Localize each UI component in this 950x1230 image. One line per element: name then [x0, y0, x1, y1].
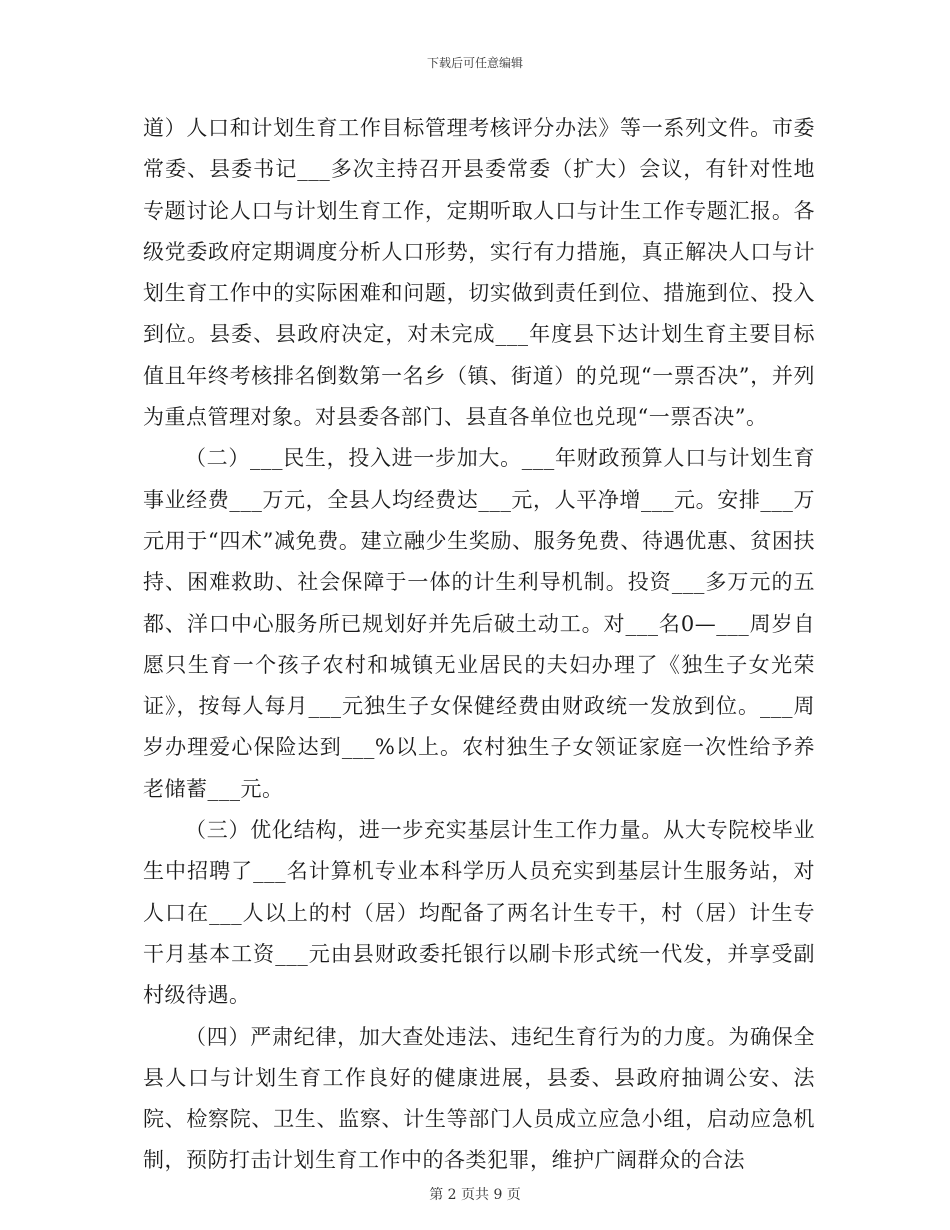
paragraph-section-2: （二）___民生，投入进一步加大。___年财政预算人口与计划生育事业经费___万元，全县人均经费达___元，人平净增___元。安排___万元用于“四术”减免费。建立融少生奖励、服务免费、待遇优惠、贫困扶持、困难救助、社会保障于一体的计生利导机制。投资___多万元的五都、洋口中心服务所已规划好并先后破土动工。对___名0—___周岁自愿只生育一个孩子农村和城镇无业居民的夫妇办理了《独生子女光荣证》，按每人每月___元独生子女保健经费由财政统一发放到位。___周岁办理爱心保险达到___%以上。农村独生子女领证家庭一次性给予养老储蓄___元。 — [143, 446, 815, 801]
page-header-note: 下载后可任意编辑 — [426, 56, 523, 70]
page-number: 第 2 页共 9 页 — [429, 1187, 521, 1203]
paragraph-continued: 道）人口和计划生育工作目标管理考核评分办法》等一系列文件。市委常委、县委书记___多次主持召开县委常委（扩大）会议，有针对性地专题讨论人口与计划生育工作，定期听取人口与计生工作专题汇报。各级党委政府定期调度分析人口形势，实行有力措施，真正解决人口与计划生育工作中的实际困难和问题，切实做到责任到位、措施到位、投入到位。县委、县政府决定，对未完成___年度县下达计划生育主要目标值且年终考核排名倒数第一名乡（镇、街道）的兑现“一票否决”，并列为重点管理对象。对县委各部门、县直各单位也兑现“一票否决”。 — [143, 116, 815, 430]
document-body — [143, 108, 815, 1182]
paragraph-section-3: （三）优化结构，进一步充实基层计生工作力量。从大专院校毕业生中招聘了___名计算机专业本科学历人员充实到基层计生服务站，对人口在___人以上的村（居）均配备了两名计生专干，村（居）计生专干月基本工资___元由县财政委托银行以刷卡形式统一代发，并享受副村级待遇。 — [143, 818, 815, 1008]
paragraph-section-4: （四）严肃纪律，加大查处违法、违纪生育行为的力度。为确保全县人口与计划生育工作良好的健康进展，县委、县政府抽调公安、法院、检察院、卫生、监察、计生等部门人员成立应急小组，启动应急机制，预防打击计划生育工作中的各类犯罪，维护广阔群众的合法 — [143, 1024, 815, 1173]
